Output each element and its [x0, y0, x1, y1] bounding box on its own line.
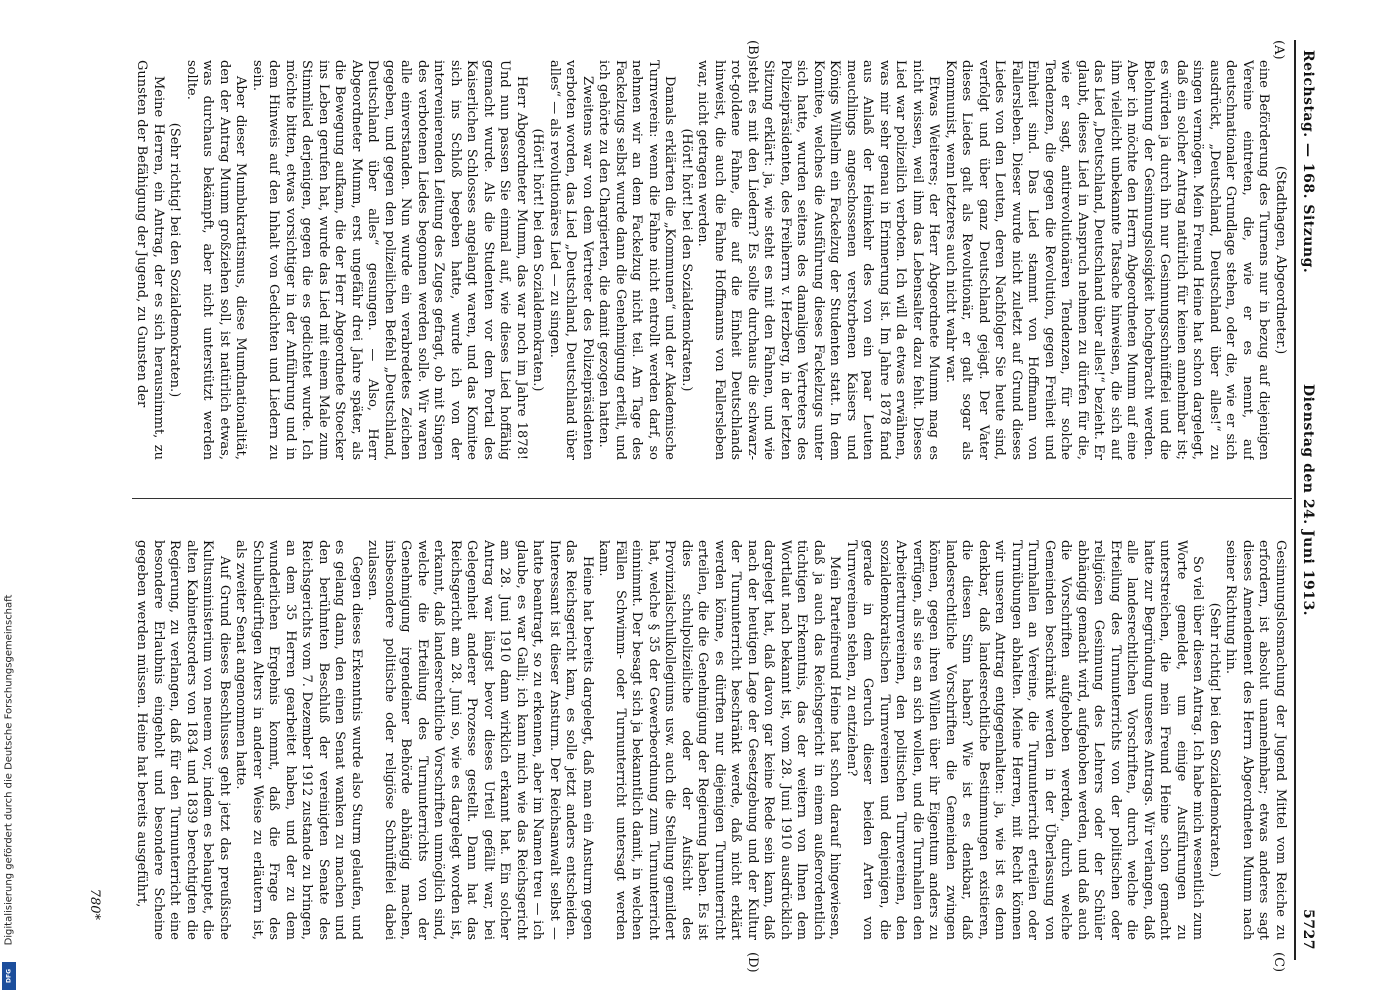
header-rule	[1294, 40, 1296, 960]
paragraph: Meine Herren, ein Antrag, der es sich herausnimmt, zu Gunsten der Befähigung der Jugend, zu Gunsten der	[134, 60, 166, 460]
footer-page-reference: 780*	[87, 888, 102, 920]
dfg-logo	[2, 962, 16, 990]
interjection: (Sehr richtig! bei den Sozialdemokraten.)	[167, 122, 183, 398]
paragraph: Damals erklärten die „Kommunen“ und der Akademische Turnverein: wenn die Fahne nicht entrollt werden darf, so nehmen wir an dem Fackelzug nicht teil. Am Tage des Fackelzugs selbst wurde dann die Genehmigung erteilt, und ich gehörte zu den Chargierten, die damit gezogen hatten.	[596, 60, 678, 460]
paragraph: Gegen dieses Erkenntnis wurde also Sturm gelaufen, und es gelang dann, den einen Senat wanken zu machen und den berühmten Beschluß der vereinigten Senate des Reichsgerichts vom 7. Dezember 1912 zustande zu bringen, an dem 35 Herren gearbeitet haben, und der zu dem wunderlichen Ergebnis kommt, daß die Frage des Schulbedürftigen Alters in anderer Weise zu erläutern ist, als zweiter Senat angenommen hatte.	[233, 540, 364, 940]
paragraph: Gesinnungslosmachung der Jugend Mittel vom Reiche zu erfordern, ist absolut unannehmbar; etwas anderes sagt dieses Amendement des Herrn Abgeordneten Mumm nach seiner Richtung hin.	[1223, 540, 1288, 940]
paragraph: eine Beförderung des Turnens nur in bezug auf diejenigen Vereine eintreten, die, wie er es nennt, auf deutschnationaler Grundlage stehen, oder die, wie er sich ausdrückt, „Deutschland, Deutschland über alles!“ zu singen vermögen. Mein Freund Heine hat schon dargelegt, daß ein solcher Antrag natürlich für keinen annehmbar ist; es würden ja durch ihn nur Gesinnungsschnüffelei und die Belohnung der Gesinnungslosigkeit hochgebracht werden. Aber ich möchte den Herrn Abgeordneten Mumm auf eine ihm vielleicht unbekannte Tatsache hinweisen, die sich auf das Lied „Deutschland, Deutschland über alles!“ bezieht. Er glaubt, dieses Lied in Anspruch nehmen zu dürfen für die, wie er sagt, antirevolutionären Tendenzen, für solche Tendenzen, die gegen die Revolution, gegen Freiheit und Einheit sind. Das Lied stammt von Hoffmann von Fallersleben. Dieser wurde nicht zuletzt auf Grund dieses Liedes von den Leuten, deren Nachfolger Sie heute sind, verfolgt und über ganz Deutschland gejagt. Der Vater dieses Liedes galt als Revolutionär, er galt sogar als Kommunist, wenn letzteres auch nicht wahr war.	[943, 60, 1272, 460]
dfg-logo-text: DFG	[5, 968, 13, 984]
interjection: (Hört! hört! bei den Sozialdemokraten.)	[679, 128, 694, 392]
interjection: (Sehr richtig! bei den Sozialdemokraten.)	[1207, 602, 1222, 878]
paragraph: Aber dieser Mumbukrattismus, diese Mumdnationalität, den der Antrag Mumm großziehen soll, ist natürlich etwas, was durchaus bekämpft, aber nicht unterstützt werden sollte.	[184, 60, 249, 460]
page-header	[1296, 50, 1320, 950]
paragraph: Heine hat bereits dargelegt, daß man ein Ansturm gegen das Reichsgericht kam, es solle jetzt anders entscheiden. Interessant ist dieser Ansturm. Der Reichsanwalt selbst — hatte beantragt, so zu erkennen, aber im Namen treu — ich glaube, es war Galli; ich kann mich wie das Reichsgericht am 28. Juni 1910 dann wirklich erkannt hat. Ein solcher Antrag war längst bevor dieses Urteil gefällt war, bei Gelegenheit anderer Prozesse gestellt. Dann hat das Reichsgericht am 28. Juni so, wie es dargelegt worden ist, erkannt, daß landesrechtliche Vorschriften unmöglich sind, welche die Erteilung des Turnunterrichts von der Genehmigung irgendeiner Behörde abhängig machen, insbesondere politische oder religiöse Schnüffelei dabei zulassen.	[365, 540, 595, 940]
text-column-left	[108, 60, 1288, 460]
column-divider	[132, 498, 1292, 499]
paragraph: Mein Parteifreund Heine hat schon darauf hingewiesen, daß ja auch das Reichsgericht in einem außerordentlich tüchtigen Erkenntnis, das der weitern von Ihnen dem Wortlaut nach bekannt ist, vom 28. Juni 1910 ausdrücklich dargelegt hat, daß davon gar keine Rede sein kann, daß nach der heutigen Lage der Gesetzgebung und der Kultur der Turnunterricht beschränkt werde, daß nicht erklärt werden könne, es dürften nur diejenigen Turnunterricht erteilen, die die Genehmigung der Regierung haben. Es ist dies schulpolizeiliche oder der Aufsicht des Provinzialschulkollegiums usw. auch die Stellung gemildert hat, welche § 35 der Gewerbeordnung zum Turnunterricht einnimmt. Der besagt sich ja bekanntlich damit, in welchen Fällen Schwimm- oder Turnunterricht untersagt werden kann.	[596, 540, 843, 940]
margin-marker-c: (C)	[1271, 952, 1286, 973]
interjection: (Hört! hört! bei den Sozialdemokraten.)	[530, 128, 546, 392]
header-page-number: 5727	[1300, 909, 1316, 950]
paragraph: Zweitens war von dem Vertreter des Polizeipräsidenten verboten worden, das Lied „Deutschland, Deutschland über alles“ — als revolutionäres Lied — zu singen.	[547, 60, 595, 460]
margin-marker-b: (B)	[745, 40, 760, 60]
text-column-right	[108, 540, 1288, 940]
paragraph: Auf Grund dieses Beschlusses geht jetzt das preußische Kultusministerium von neuem vor, indem es behauptet, die alten Kabinettsorders von 1834 und 1839 berechtigten die Regierung, zu verlangen, daß für den Turnunterricht eine besondere Erlaubnis eingeholt und besondere Scheine gegeben werden müssen. Heine hat bereits ausgeführt,	[134, 540, 232, 940]
header-date: Dienstag den 24. Juni 1913.	[1300, 383, 1316, 617]
digitization-credit-text: Digitalisierung gefördert durch die Deutsche Forschungsgemeinschaft	[3, 594, 15, 946]
rotated-document-page	[70, 20, 1320, 980]
interjection: (Stadthagen, Abgeordneter.)	[1273, 165, 1288, 355]
header-left: Reichstag. — 168. Sitzung.	[1300, 50, 1316, 274]
paragraph: Herr Abgeordneter Mumm, das war noch im Jahre 1878! Und nun passen Sie einmal auf, wie dieses Lied hoffähig gemacht wurde. Als die Studenten vor dem Portal des Kaiserlichen Schlosses angelangt waren, und das Komitee sich ins Schloß begeben hatte, wurde ich von der intervenierenden Leitung des Zuges gefragt, ob mit Singen des verbotenen Liedes begonnen werden solle. Wir waren alle einverstanden. Nun wurde ein verabredetes Zeichen gegeben, und gegen den polizeilichen Befehl „Deutschland, Deutschland über alles“ gesungen. — Also, Herr Abgeordneter Mumm, erst ungefähr drei Jahre später, als die Bewegung aufkam, die der Herr Abgeordnete Stoecker ins Leben gerufen hat, wurde das Lied mit einem Male zum Stimmlied derjenigen, gegen die es gedichtet wurde. Ich möchte bitten, etwas vorsichtiger in der Anführung und in dem Hinweis auf den Inhalt von Gedichten und Liedern zu sein.	[250, 60, 529, 460]
margin-marker-d: (D)	[745, 952, 760, 973]
digitization-credit	[2, 560, 16, 980]
paragraph: Etwas Weiteres; der Herr Abgeordnete Mumm mag es nicht wissen, weil ihm das Lebensalter dazu fehlt. Dieses Lied war polizeilich verboten. Ich will da etwas erwähnen, was mir sehr genau in Erinnerung ist. Im Jahre 1878 fand aus Anlaß der Heimkehr des von ein paar Leuten meuchlings angeschossenen verstorbenen Kaisers und Königs Wilhelm ein Fackelzug der Studenten statt. In dem Komitee, welches die Ausführung dieses Fackelzugs unter sich hatte, wurden seitens des damaligen Vertreters des Polizeipräsidenten, des Freiherrn v. Herzberg, in der letzten Sitzung erklärt: ja, wie steht es mit den Fahnen, und wie steht es mit den Liedern? Es sollte durchaus die schwarz-rot-goldene Fahne, die auf die Einheit Deutschlands hinweist, die auch die Fahne Hoffmanns von Fallersleben war, nicht getragen werden.	[695, 60, 942, 460]
paragraph: So viel über diesen Antrag. Ich habe mich wesentlich zum Worte gemeldet, um einige Ausführungen zu unterstreichen, die mein Freund Heine schon gemacht hatte zur Begründung unseres Antrags. Wir verlangen, daß alle landesrechtlichen Vorschriften, durch welche die Erteilung des Turnunterrichts von der politischen oder religiösen Gesinnung des Lehrers oder der Schüler abhängig gemacht wird, aufgehoben werden, und daß auch die Vorschriften aufgehoben werden, durch welche Gemeinden beschränkt werden in der Überlassung von Turnhallen an Vereine, die Turnunterricht erteilen oder Turnübungen abhalten. Meine Herren, mit Recht können wir unseren Antrag entgegenhalten: ja, wie ist es denn denkbar, daß landesrechtliche Bestimmungen existieren, die diesen Sinn haben? Wie ist es denkbar, daß landesrechtliche Vorschriften die Gemeinden zwingen können, gegen ihren Willen über ihr Eigentum anders zu verfügen, als sie es an sich wollen, und die Turnhallen den Arbeiterturnvereinen, den politischen Turnvereinen, den sozialdemokratischen Turnvereinen und denjenigen, die gerade in dem Geruch dieser beiden Arten von Turnvereinen stehen, zu entziehen?	[844, 540, 1206, 940]
margin-marker-a: (A)	[1271, 40, 1286, 60]
